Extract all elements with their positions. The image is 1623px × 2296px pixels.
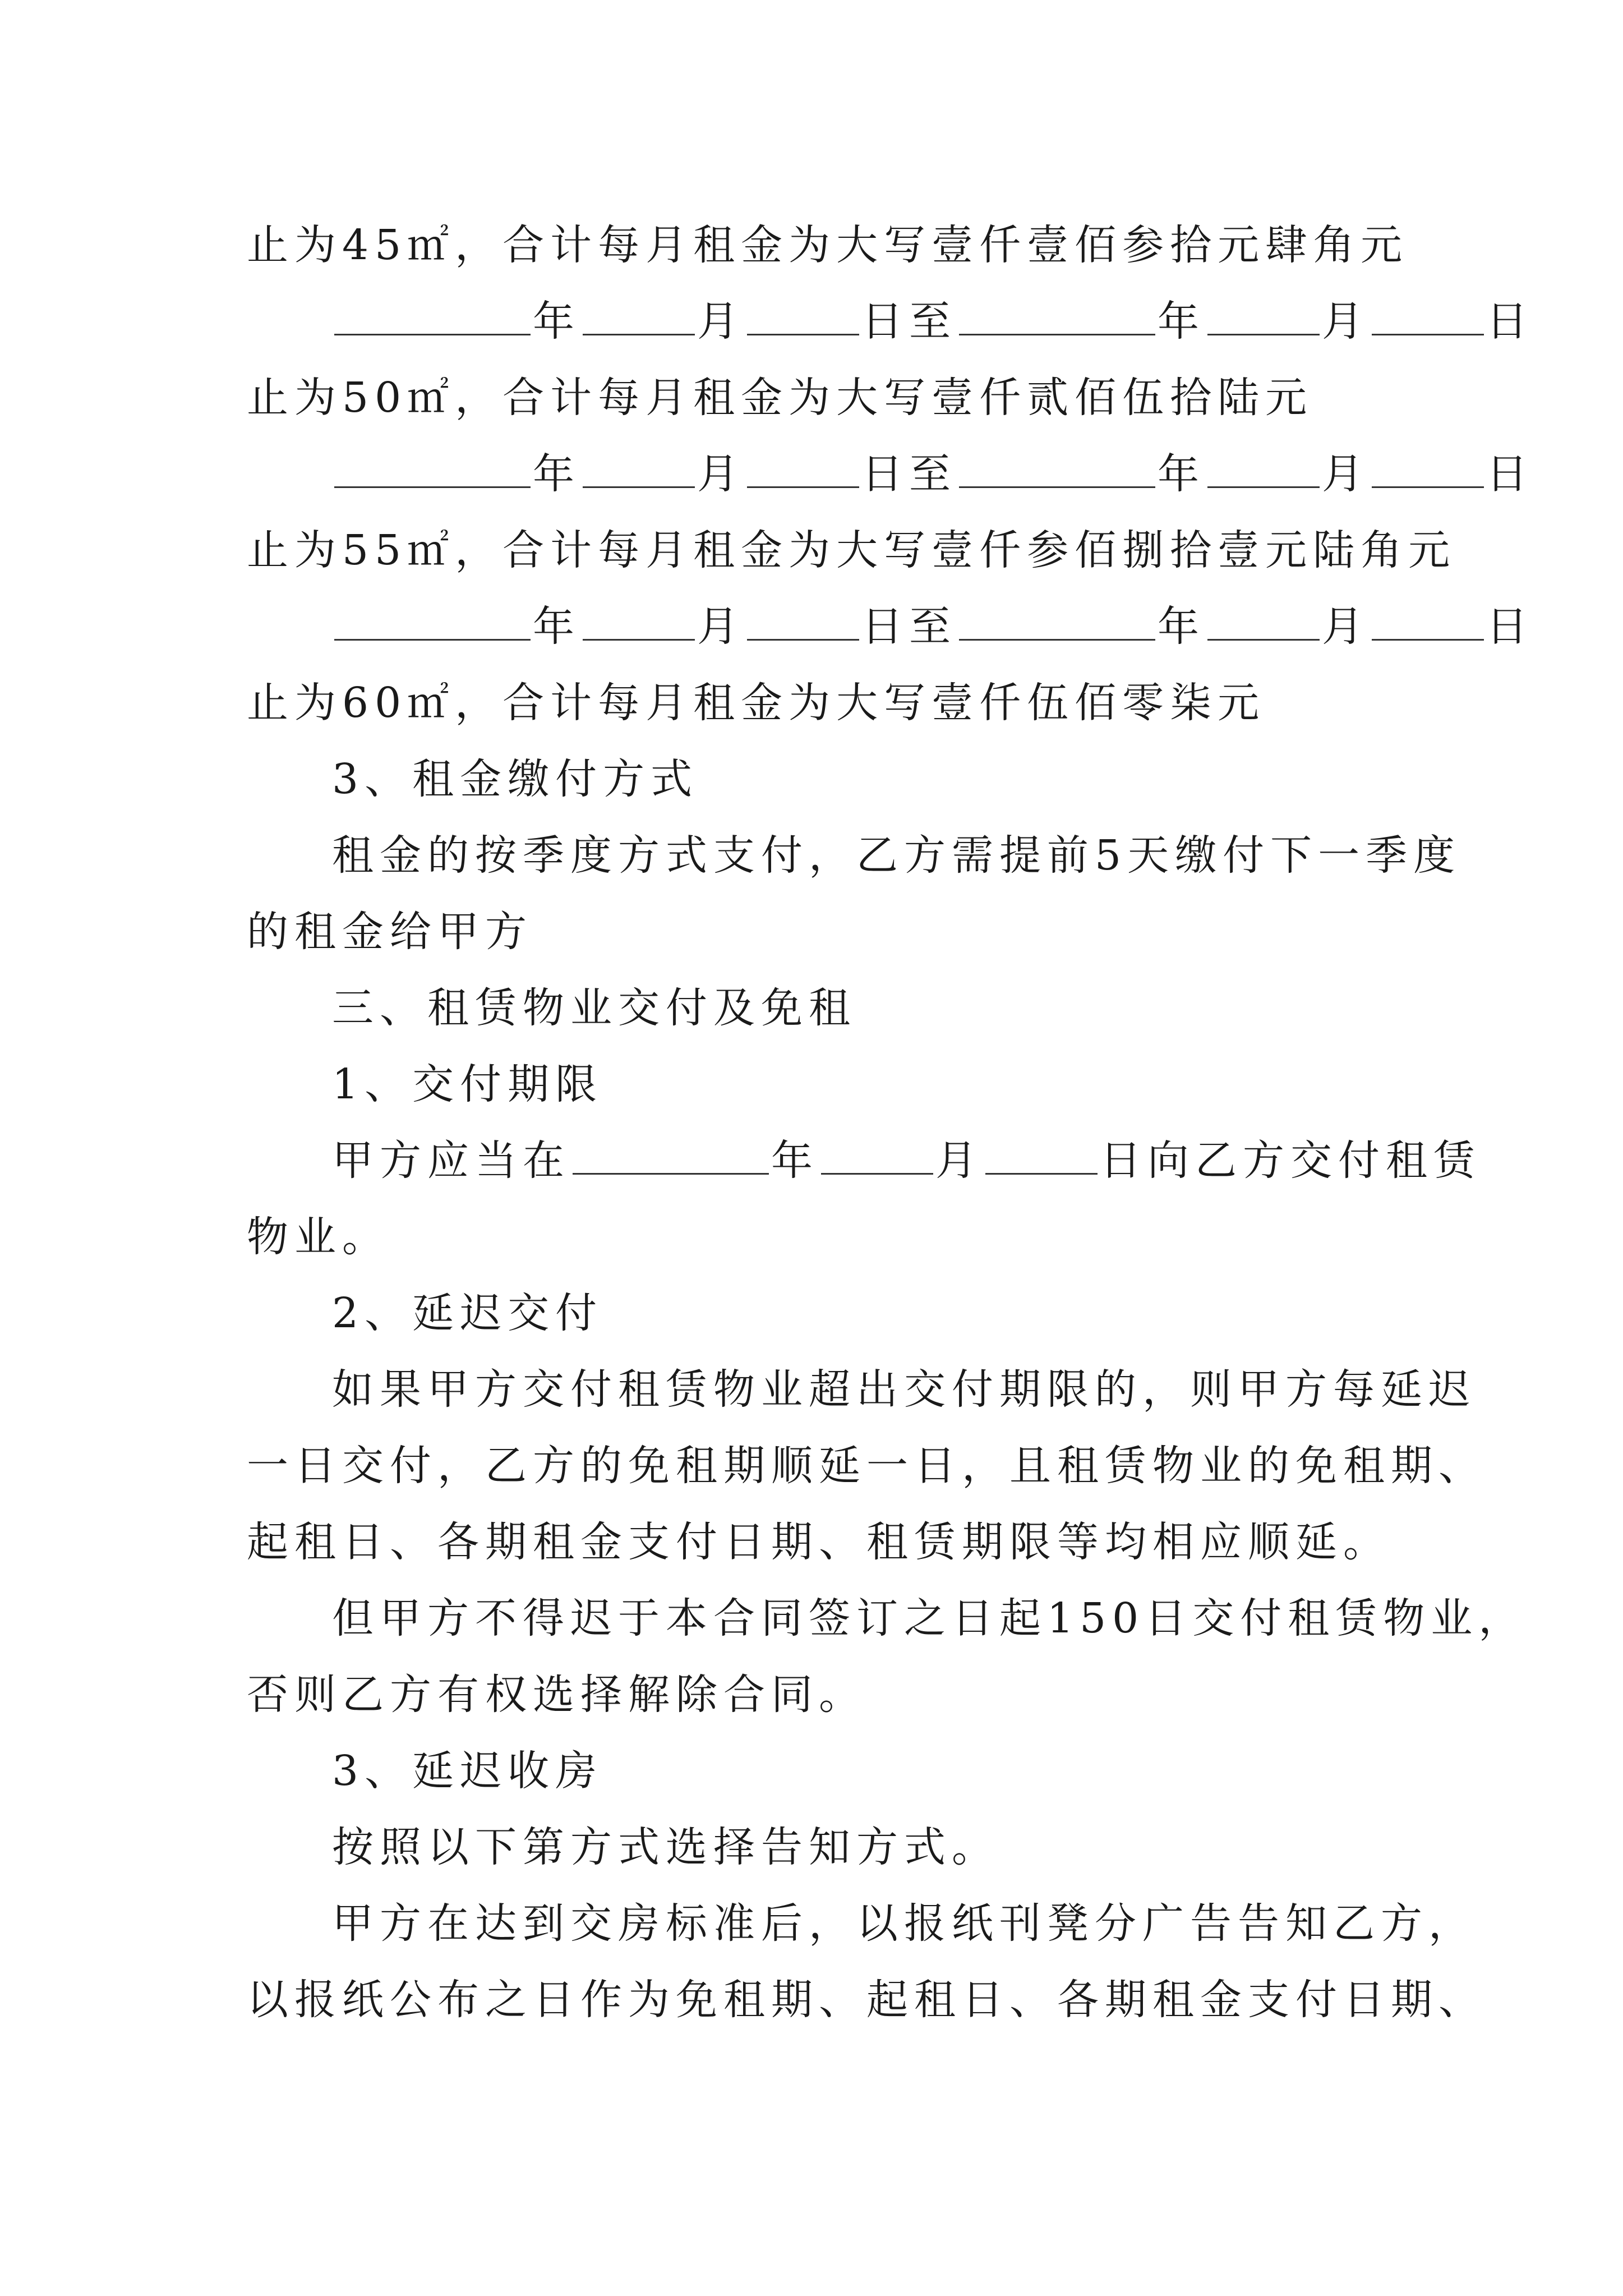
- text-line: 按照以下第方式选择告知方式。: [332, 1823, 999, 1871]
- section-heading: 1、交付期限: [332, 1060, 603, 1108]
- blank-field[interactable]: [959, 292, 1155, 335]
- text-line: 但甲方不得迟于本合同签订之日起150日交付租赁物业，: [332, 1594, 1527, 1642]
- blank-field[interactable]: [583, 445, 695, 488]
- text-line: 物业。: [247, 1213, 390, 1261]
- section-heading: 三、租赁物业交付及免租: [332, 984, 856, 1032]
- blank-field[interactable]: [573, 1131, 769, 1175]
- blank-field[interactable]: [334, 445, 531, 488]
- blank-field[interactable]: [1372, 445, 1484, 488]
- date-range-line: 年 月 日至 年 月 日: [332, 282, 1534, 361]
- section-heading: 3、延迟收房: [332, 1747, 603, 1795]
- blank-field[interactable]: [1207, 292, 1320, 335]
- date-range-line: 年 月 日至 年 月 日: [332, 435, 1534, 513]
- text-line: 止为55㎡，合计每月租金为大写壹仟参佰捌拾壹元陆角元: [247, 526, 1456, 574]
- blank-field[interactable]: [959, 445, 1155, 488]
- section-heading: 3、租金缴付方式: [332, 755, 699, 803]
- blank-field[interactable]: [747, 292, 859, 335]
- blank-field[interactable]: [583, 292, 695, 335]
- blank-field[interactable]: [747, 445, 859, 488]
- text-line: 止为50㎡，合计每月租金为大写壹仟贰佰伍拾陆元: [247, 374, 1313, 422]
- blank-field[interactable]: [959, 597, 1155, 641]
- text-line: 一日交付，乙方的免租期顺延一日，且租赁物业的免租期、: [247, 1442, 1486, 1490]
- text-line: 以报纸公布之日作为免租期、起租日、各期租金支付日期、: [247, 1976, 1486, 2024]
- blank-field[interactable]: [334, 597, 531, 641]
- blank-field[interactable]: [1207, 597, 1320, 641]
- text-line: 否则乙方有权选择解除合同。: [247, 1671, 866, 1719]
- text-line: 如果甲方交付租赁物业超出交付期限的，则甲方每延迟: [332, 1365, 1476, 1414]
- delivery-date-line: 甲方应当在 年 月 日向乙方交付租赁: [332, 1121, 1481, 1200]
- blank-field[interactable]: [821, 1131, 933, 1175]
- blank-field[interactable]: [1372, 597, 1484, 641]
- blank-field[interactable]: [1207, 445, 1320, 488]
- date-range-line: 年 月 日至 年 月 日: [332, 587, 1534, 666]
- blank-field[interactable]: [747, 597, 859, 641]
- blank-field[interactable]: [583, 597, 695, 641]
- blank-field[interactable]: [985, 1131, 1098, 1175]
- section-heading: 2、延迟交付: [332, 1289, 603, 1337]
- text-line: 止为45㎡，合计每月租金为大写壹仟壹佰参拾元肆角元: [247, 221, 1409, 269]
- blank-field[interactable]: [334, 292, 531, 335]
- text-line: 止为60㎡，合计每月租金为大写壹仟伍佰零柒元: [247, 679, 1266, 727]
- text-line: 起租日、各期租金支付日期、租赁期限等均相应顺延。: [247, 1518, 1391, 1566]
- blank-field[interactable]: [1372, 292, 1484, 335]
- text-line: 租金的按季度方式支付，乙方需提前5天缴付下一季度: [332, 831, 1461, 880]
- text-line: 的租金给甲方: [247, 908, 533, 956]
- text-line: 甲方在达到交房标准后，以报纸刊凳分广告告知乙方，: [332, 1899, 1476, 1948]
